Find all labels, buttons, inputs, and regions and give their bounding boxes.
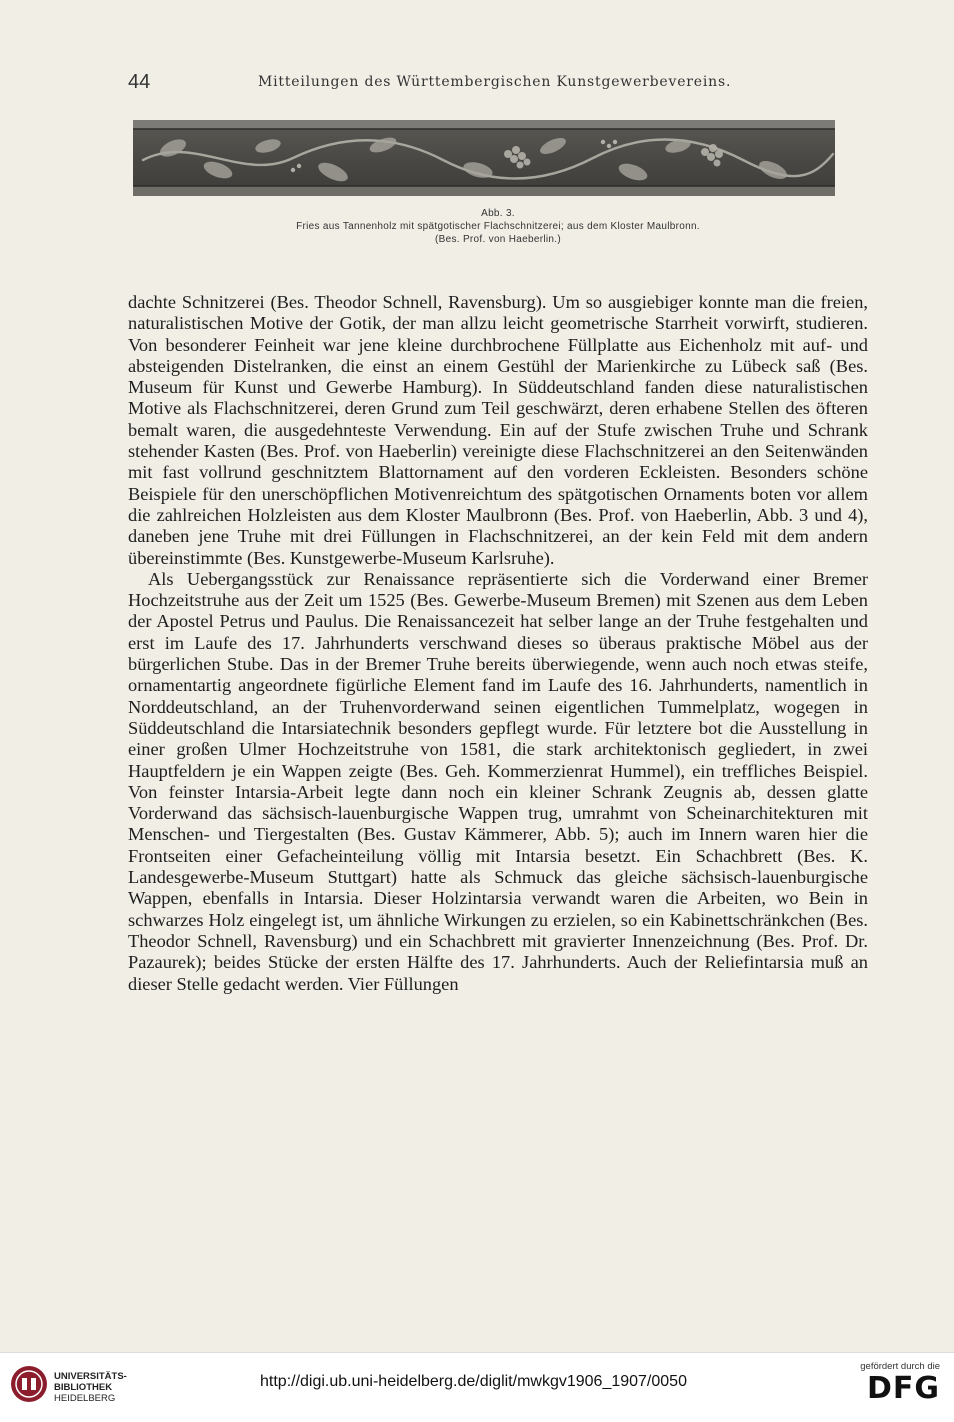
caption-figure-number: Abb. 3.: [481, 208, 515, 219]
caption-description: Fries aus Tannenholz mit spätgotischer Flachschnitzerei; aus dem Kloster Maulbronn.: [296, 221, 700, 232]
dfg-logo: DFG: [866, 1371, 940, 1406]
funding-note: gefördert durch die: [860, 1361, 940, 1372]
library-name-line: BIBLIOTHEK: [54, 1382, 113, 1393]
digitization-footer: [0, 1352, 954, 1422]
library-name-line: HEIDELBERG: [54, 1393, 116, 1404]
paragraph: dachte Schnitzerei (Bes. Theodor Schnell, Ravensburg). Um so ausgiebiger konnte man die freien, naturalistischen Motive der Gotik, der man allzu leicht geometrische Starrheit vorwirft, studieren. Von besonderer Feinheit war jene kleine durchbrochene Füllplatte aus Eichenholz mit auf- und absteigenden Distelranken, die einst an einem Gestühl der Marienkirche zu Lübeck saß (Bes. Museum für Kunst und Gewerbe Hamburg). In Süddeutschland fanden diese naturalistischen Motive als Flachschnitzerei, deren Grund zum Teil geschwärzt, deren erhabene Stellen des öfteren bemalt waren, die ausgedehnteste Verwendung. Ein auf der Stufe zwischen Truhe und Schrank stehender Kasten (Bes. Prof. von Haeberlin) vereinigte diese Flachschnitzerei an den Seitenwänden mit fast vollrund geschnitztem Blattornament auf den vorderen Eckleisten. Besonders schöne Beispiele für den unerschöpflichen Motivenreichtum des spätgotischen Ornaments boten vor allem die zahlreichen Holzleisten aus dem Kloster Maulbronn (Bes. Prof. von Haeberlin, Abb. 3 und 4), daneben jene Truhe mit drei Füllungen in Flachschnitzerei, an der kein Feld mit dem andern übereinstimmte (Bes. Kunstgewerbe-Museum Karlsruhe).: [128, 292, 868, 568]
permalink-url[interactable]: http://digi.ub.uni-heidelberg.de/diglit/mwkgv1906_1907/0050: [260, 1373, 687, 1390]
article-body: [128, 292, 868, 995]
library-name-line: UNIVERSITÄTS-: [54, 1371, 127, 1382]
page-header: [128, 71, 868, 97]
library-name: [54, 1371, 127, 1404]
caption-owner: (Bes. Prof. von Haeberlin.): [435, 234, 561, 245]
figure-caption: [128, 207, 868, 246]
carved-frieze-image: [133, 120, 835, 196]
running-title: Mitteilungen des Württembergischen Kunstgewerbevereins.: [258, 74, 732, 90]
university-library-logo[interactable]: [10, 1365, 130, 1411]
paragraph: Als Uebergangsstück zur Renaissance repräsentierte sich die Vorderwand einer Bremer Hochzeitstruhe aus der Zeit um 1525 (Bes. Gewerbe-Museum Bremen) mit Szenen aus dem Leben der Apostel Petrus und Paulus. Die Renaissancezeit hat selber lange an der Truhe festgehalten und erst im Laufe des 17. Jahrhunderts verschwand dieses so überaus praktische Möbel aus der bürgerlichen Stube. Das in der Bremer Truhe bereits überwiegende, wenn auch noch etwas steife, ornamentartig angeordnete figürliche Element fand im Laufe des 16. Jahrhunderts, namentlich in Norddeutschland, an der Truhenvorderwand seinen eigentlichen Tummelplatz, wogegen in Süddeutschland die Intarsiatechnik besonders gepflegt wurde. Für letztere bot die Ausstellung in einer großen Ulmer Hochzeitstruhe von 1581, die stark architektonisch gegliedert, in zwei Hauptfeldern je ein Wappen zeigte (Bes. Geh. Kommerzienrat Hummel), ein treffliches Beispiel. Von feinster Intarsia-Arbeit legte dann noch ein kleiner Schrank Zeugnis ab, dessen glatte Vorderwand das sächsisch-lauenburgische Wappen trug, umrahmt von Scheinarchitekturen mit Menschen- und Tiergestalten (Bes. Gustav Kämmerer, Abb. 5); auch im Innern waren hier die Frontseiten einer Gefacheinteilung völlig mit Intarsia besetzt. Ein Schachbrett (Bes. K. Landesgewerbe-Museum Stuttgart) hatte als Schmuck das gleiche sächsisch-lauenburgische Wappen, ebenfalls in Intarsia. Dieser Holzintarsia verwandt waren die Arbeiten, wo Bein in schwarzes Holz eingelegt ist, um ähnliche Wirkungen zu erzielen, so ein Kabinettschränkchen (Bes. Theodor Schnell, Ravensburg) und ein Schachbrett mit gravierter Innenzeichnung (Bes. Prof. Dr. Pazaurek); beides Stücke der ersten Hälfte des 17. Jahrhunderts. Auch der Reliefintarsia muß an dieser Stelle gedacht werden. Vier Füllungen: [128, 568, 868, 994]
dfg-funding-badge[interactable]: [830, 1361, 940, 1417]
university-seal-icon: [10, 1365, 48, 1403]
page-number: 44: [128, 71, 151, 93]
